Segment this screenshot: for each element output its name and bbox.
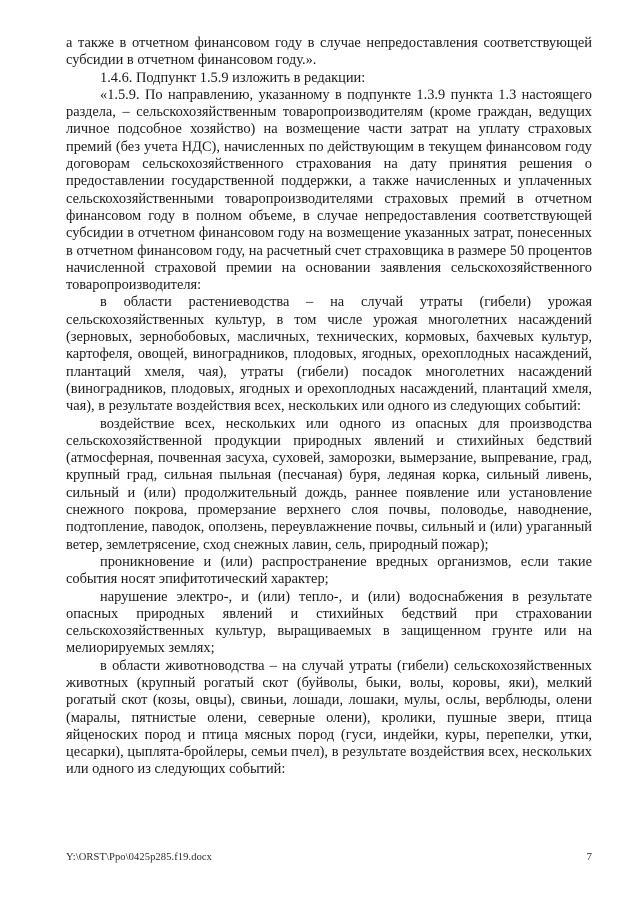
document-body: [66, 35, 592, 779]
paragraph: в области растениеводства – на случай утраты (гибели) урожая сельскохозяйственных культур, в том числе урожая многолетних насаждений (зерновых, зернобобовых, масличных, технических, кормовых, бахчевых культур, картофеля, овощей, виноградников, плодовых, ягодных, орехоплодных насаждений, плантаций хмеля, чая), утраты (гибели) посадок многолетних насаждений (виноградников, плодовых, ягодных и орехоплодных насаждений, плантаций хмеля, чая), в результате воздействия всех, нескольких или одного из следующих событий:: [66, 294, 592, 415]
footer-file-path: Y:\ORST\Ppo\0425p285.f19.docx: [66, 852, 213, 863]
footer-page-number: 7: [586, 851, 592, 863]
paragraph: 1.4.6. Подпункт 1.5.9 изложить в редакции:: [100, 69, 366, 86]
paragraph: воздействие всех, нескольких или одного из опасных для производства сельскохозяйственной продукции природных явлений и стихийных бедствий (атмосферная, почвенная засуха, суховей, заморозки, вымерзание, выпревание, град, крупный град, сильная пыльная (песчаная) буря, ледяная корка, сильный ливень, сильный и (или) продолжительный дождь, раннее появление или установление снежного покрова, промерзание верхнего слоя почвы, половодье, наводнение, подтопление, паводок, оползень, переувлажнение почвы, сильный и (или) ураганный ветер, землетрясение, сход снежных лавин, сель, природный пожар);: [66, 415, 592, 553]
paragraph: а также в отчетном финансовом году в случае непредоставления соответствующей субсидии в отчетном финансовом году.».: [66, 35, 592, 69]
paragraph: в области животноводства – на случай утраты (гибели) сельскохозяйственных животных (крупный рогатый скот (буйволы, быки, волы, коровы, яки), мелкий рогатый скот (козы, овцы), свиньи, лошади, лошаки, мулы, ослы, верблюды, олени (маралы, пятнистые олени, северные олени), кролики, пушные звери, птица яйценоских пород и птица мясных пород (гуси, индейки, куры, перепелки, утки, цесарки), цыплята-бройлеры, семьи пчел), в результате воздействия всех, нескольких или одного из следующих событий:: [66, 657, 592, 778]
paragraph: проникновение и (или) распространение вредных организмов, если такие события носят эпифитотический характер;: [66, 553, 592, 588]
paragraph: нарушение электро-, и (или) тепло-, и (или) водоснабжения в результате опасных природных явлений и стихийных бедствий при страховании сельскохозяйственных культур, выращиваемых в защищенном грунте или на мелиорируемых землях;: [66, 588, 592, 657]
page-footer: [66, 851, 592, 864]
paragraph: «1.5.9. По направлению, указанному в подпункте 1.3.9 пункта 1.3 настоящего раздела, – сельскохозяйственным товаропроизводителям (кроме граждан, ведущих личное подсобное хозяйство) на возмещение части затрат на уплату страховых премий (без учета НДС), начисленных по действующим в текущем финансовом году договорам сельскохозяйственного страхования на дату принятия решения о предоставлении государственной поддержки, а также начисленных и уплаченных сельскохозяйственными товаропроизводителями страховых премий в отчетном финансовом году в полном объеме, в случае непредоставления соответствующей субсидии в отчетном финансовом году на возмещение указанных затрат, понесенных в отчетном финансовом году, на расчетный счет страховщика в размере 50 процентов начисленной страховой премии на основании заявления сельскохозяйственного товаропроизводителя:: [66, 86, 592, 294]
